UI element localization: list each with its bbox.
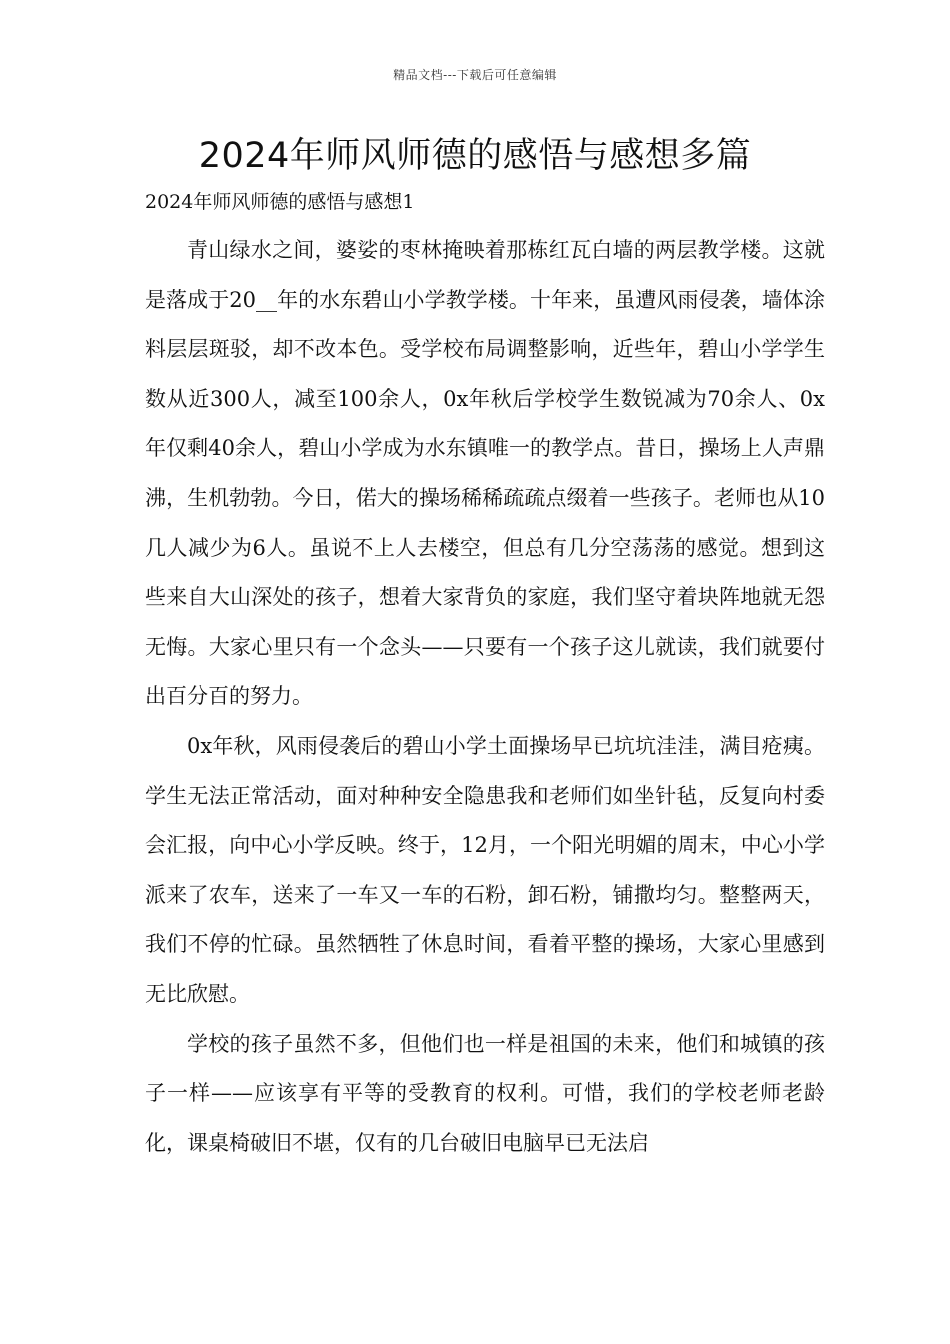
- paragraph: 0x年秋，风雨侵袭后的碧山小学土面操场早已坑坑洼洼，满目疮痍。学生无法正常活动，面对种种安全隐患我和老师们如坐针毡，反复向村委会汇报，向中心小学反映。终于，12月，一个阳光明媚的周末，中心小学派来了农车，送来了一车又一车的石粉，卸石粉，铺撒均匀。整整两天，我们不停的忙碌。虽然牺牲了休息时间，看着平整的操场，大家心里感到无比欣慰。: [145, 733, 825, 1006]
- paragraph: 青山绿水之间，婆娑的枣林掩映着那栋红瓦白墙的两层教学楼。这就是落成于20__年的水东碧山小学教学楼。十年来，虽遭风雨侵袭，墙体涂料层层斑驳，却不改本色。受学校布局调整影响，近些年，碧山小学学生数从近300人，减至100余人，0x年秋后学校学生数锐减为70余人、0x年仅剩40余人，碧山小学成为水东镇唯一的教学点。昔日，操场上人声鼎沸，生机勃勃。今日，偌大的操场稀稀疏疏点缀着一些孩子。老师也从10几人减少为6人。虽说不上人去楼空，但总有几分空荡荡的感觉。想到这些来自大山深处的孩子，想着大家背负的家庭，我们坚守着块阵地就无怨无悔。大家心里只有一个念头——只要有一个孩子这儿就读，我们就要付出百分百的努力。: [145, 238, 825, 709]
- paragraph: 学校的孩子虽然不多，但他们也一样是祖国的未来，他们和城镇的孩子一样——应该享有平等的受教育的权利。可惜，我们的学校老师老龄化，课桌椅破旧不堪，仅有的几台破旧电脑早已无法启: [145, 1031, 825, 1155]
- document-body: [145, 226, 825, 1168]
- header-note: 精品文档---下载后可任意编辑: [393, 68, 557, 82]
- document-title: 2024年师风师德的感悟与感想多篇: [198, 136, 752, 176]
- section-heading: 2024年师风师德的感悟与感想1: [145, 191, 415, 213]
